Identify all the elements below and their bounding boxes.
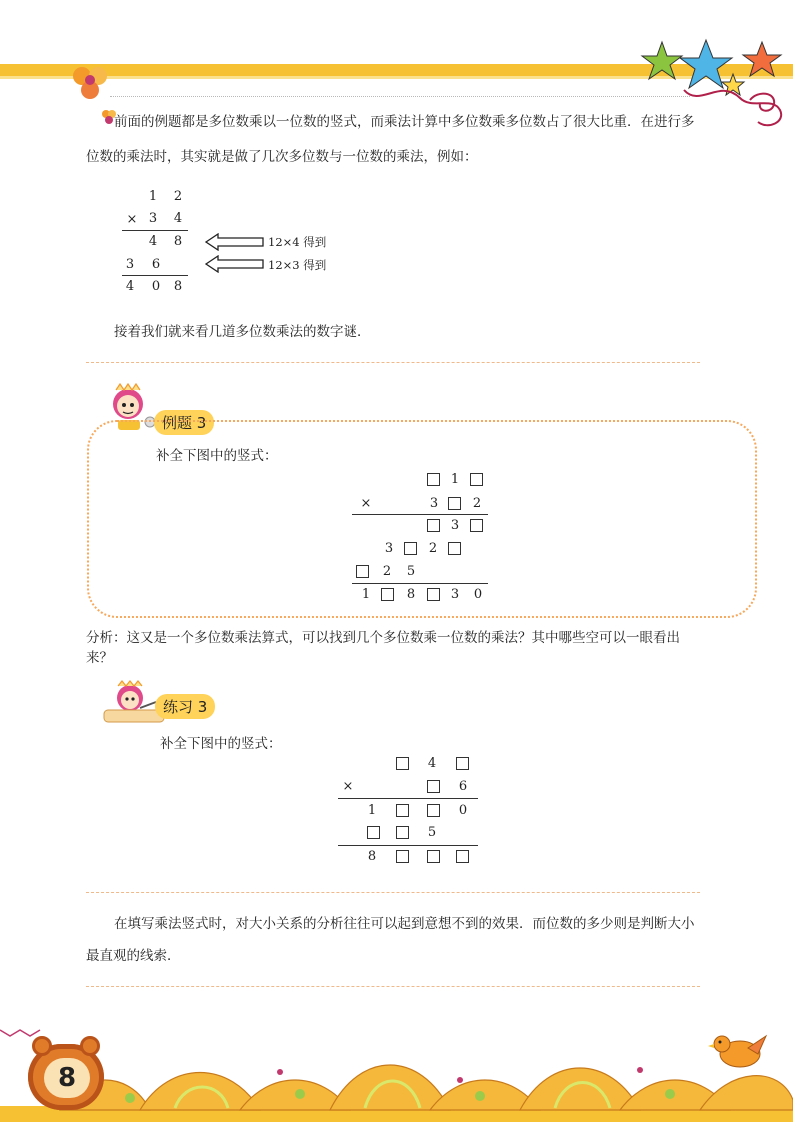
blank-box[interactable]	[456, 757, 469, 770]
calc-rule	[352, 583, 488, 584]
intro-line-1: 前面的例题都是多位数乘以一位数的竖式，而乘法计算中多位数乘多位数占了很大比重．在进行多	[114, 114, 695, 130]
analysis-line-2: 来？	[86, 650, 113, 666]
digit: 0	[473, 587, 483, 602]
page-number-ear	[32, 1036, 52, 1056]
digit: 8	[173, 234, 183, 249]
blank-box[interactable]	[404, 542, 417, 555]
blank-box[interactable]	[356, 565, 369, 578]
intro-line-2: 位数的乘法时，其实就是做了几次多位数与一位数的乘法，例如：	[86, 149, 478, 165]
digit: 3	[450, 587, 460, 602]
digit: 1	[361, 587, 371, 602]
blank-box[interactable]	[427, 588, 440, 601]
digit: 3	[450, 518, 460, 533]
calc-rule	[122, 275, 188, 276]
blank-box[interactable]	[396, 850, 409, 863]
section-divider	[86, 986, 700, 987]
digit: 1	[367, 803, 377, 818]
digit: 5	[427, 825, 437, 840]
section-divider	[86, 892, 700, 893]
digit: 1	[450, 472, 460, 487]
page-number-ear	[80, 1036, 100, 1056]
digit: 2	[428, 541, 438, 556]
blank-box[interactable]	[367, 826, 380, 839]
digit: 4	[173, 211, 183, 226]
blank-box[interactable]	[396, 804, 409, 817]
example-3-instruction: 补全下图中的竖式：	[156, 448, 278, 464]
calc-rule	[352, 514, 488, 515]
blank-box[interactable]	[396, 826, 409, 839]
digit: 3	[429, 496, 439, 511]
digit: 4	[148, 234, 158, 249]
bird-icon	[708, 1028, 768, 1074]
blank-box[interactable]	[396, 757, 409, 770]
example-3-title: 例题 3	[154, 410, 214, 435]
flower-icon	[68, 64, 112, 104]
blank-box[interactable]	[470, 519, 483, 532]
practice-3-instruction: 补全下图中的竖式：	[160, 736, 282, 752]
blank-box[interactable]	[448, 497, 461, 510]
digit: 3	[384, 541, 394, 556]
digit: 4	[427, 756, 437, 771]
calc-rule	[338, 798, 478, 799]
digit: 8	[173, 279, 183, 294]
digit: 4	[125, 279, 135, 294]
note-12x4: 12×4 得到	[268, 235, 327, 249]
practice-3-title: 练习 3	[155, 694, 215, 719]
page-number: 8	[57, 1063, 77, 1093]
blank-box[interactable]	[427, 850, 440, 863]
top-dash-divider	[110, 96, 690, 97]
digit: 0	[151, 279, 161, 294]
digit: 6	[458, 779, 468, 794]
arrow-left-icon	[205, 255, 265, 273]
digit: 8	[367, 849, 377, 864]
times-sign: ×	[360, 496, 372, 511]
digit: 3	[125, 257, 135, 272]
digit: 0	[458, 803, 468, 818]
blank-box[interactable]	[427, 780, 440, 793]
blank-box[interactable]	[448, 542, 461, 555]
bottom-decoration	[0, 1010, 793, 1122]
times-sign: ×	[126, 212, 138, 227]
arrow-left-icon	[205, 233, 265, 251]
note-12x3: 12×3 得到	[268, 258, 327, 272]
digit: 1	[148, 189, 158, 204]
digit: 2	[382, 564, 392, 579]
digit: 8	[406, 587, 416, 602]
digit: 6	[151, 257, 161, 272]
transition-text: 接着我们就来看几道多位数乘法的数字谜．	[114, 324, 371, 340]
digit: 2	[173, 189, 183, 204]
blank-box[interactable]	[470, 473, 483, 486]
blank-box[interactable]	[427, 473, 440, 486]
analysis-line-1: 分析：这又是一个多位数乘法算式，可以找到几个多位数乘一位数的乘法？其中哪些空可以一眼看出	[86, 630, 680, 646]
blank-box[interactable]	[427, 804, 440, 817]
digit: 5	[406, 564, 416, 579]
blank-box[interactable]	[456, 850, 469, 863]
calc-rule	[338, 845, 478, 846]
calc-rule	[122, 230, 188, 231]
digit: 2	[472, 496, 482, 511]
section-divider	[86, 362, 700, 363]
blank-box[interactable]	[427, 519, 440, 532]
digit: 3	[148, 211, 158, 226]
closing-line-1: 在填写乘法竖式时，对大小关系的分析往往可以起到意想不到的效果．而位数的多少则是判断大小	[114, 916, 695, 932]
times-sign: ×	[342, 779, 354, 794]
blank-box[interactable]	[381, 588, 394, 601]
closing-line-2: 最直观的线索．	[86, 948, 181, 964]
